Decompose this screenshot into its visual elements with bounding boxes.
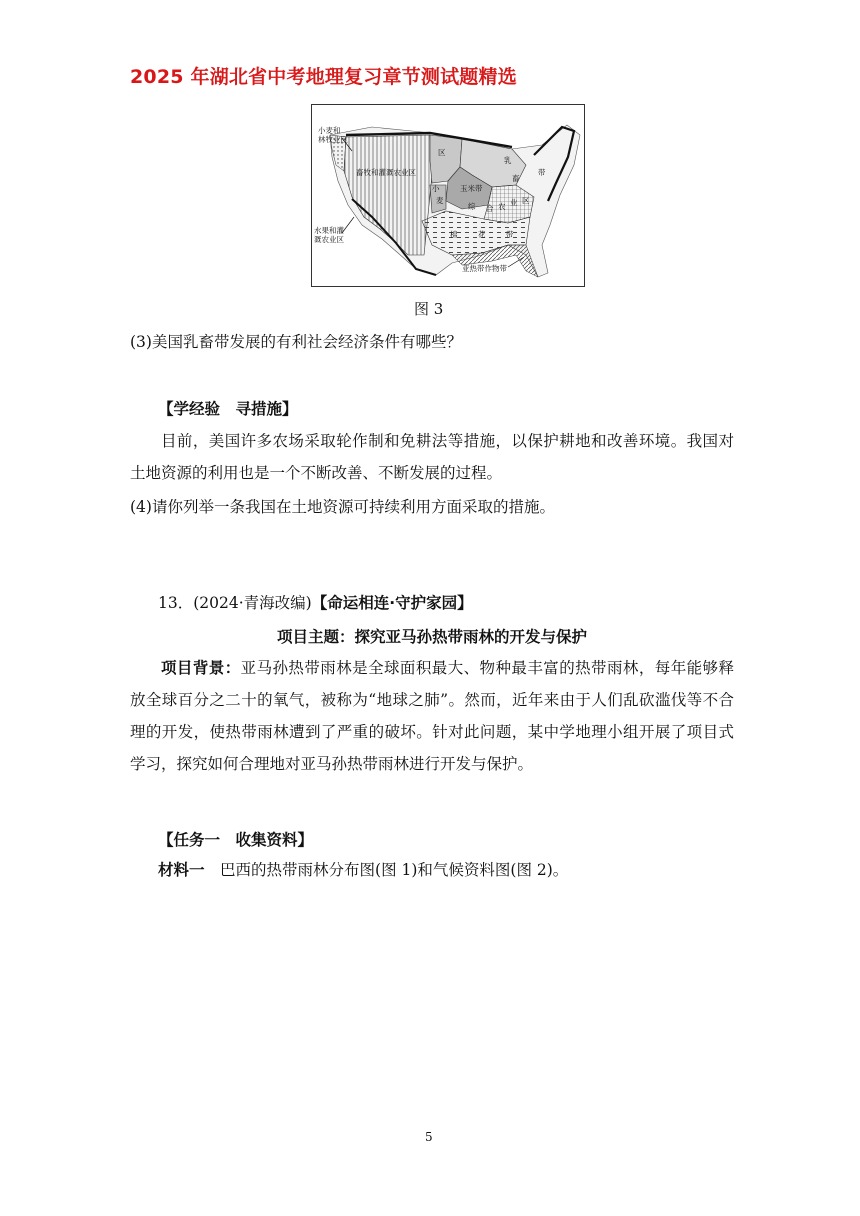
map-label-wheat-forest-1: 小麦和: [318, 126, 341, 135]
map-label-wheat-forest-2: 林牧业区: [318, 135, 348, 144]
usa-agriculture-map: [312, 105, 584, 286]
material-1: [158, 860, 568, 880]
document-header: 2025 年湖北省中考地理复习章节测试题精选: [130, 66, 517, 88]
map-label-mixed-5: 区: [522, 196, 530, 205]
figure-3-map: [311, 104, 585, 287]
map-label-fruit-1: 水果和灌: [314, 226, 344, 235]
map-label-cotton-3: 带: [506, 230, 514, 239]
map-label-dairy-1: 乳: [504, 156, 512, 165]
question-3: (3)美国乳畜带发展的有利社会经济条件有哪些？: [130, 333, 462, 351]
map-label-subtropical: 亚热带作物带: [462, 264, 507, 273]
question-13-heading: [158, 593, 473, 613]
map-label-mixed-4: 业: [510, 198, 518, 207]
map-label-mixed-1: 综: [468, 202, 476, 211]
learn-paragraph: 目前，美国许多农场采取轮作制和免耕法等措施，以保护耕地和改善环境。我国对土地资源的利用也是一个不断改善、不断发展的过程。: [130, 432, 734, 482]
project-background: [130, 652, 734, 780]
map-label-fruit-2: 溉农业区: [314, 235, 344, 244]
map-label-mixed-3: 农: [498, 202, 506, 211]
map-label-cotton-1: 棉: [450, 230, 458, 239]
question-4: (4)请你列举一条我国在土地资源可持续利用方面采取的措施。: [130, 498, 555, 516]
question-13-tag: 【命运相连·守护家园】: [311, 594, 473, 612]
material-1-label: 材料一: [158, 861, 205, 879]
question-13-prefix: 13．(2024·青海改编): [158, 594, 312, 612]
map-label-mixed-2: 合: [486, 204, 494, 213]
project-background-label: 项目背景：: [161, 659, 241, 677]
figure-3-caption: 图 3: [414, 300, 444, 318]
map-label-livestock: 畜牧和灌溉农业区: [356, 168, 416, 177]
task1-heading: 【任务一 收集资料】: [158, 831, 314, 849]
map-label-corn: 玉米带: [460, 184, 483, 193]
map-label-wheat-3: 麦: [436, 196, 444, 205]
map-label-wheat-1: 区: [438, 148, 446, 157]
page-number: 5: [425, 1130, 433, 1144]
section-learn-heading: 【学经验 寻措施】: [158, 400, 298, 418]
map-label-dairy-2: 畜: [512, 174, 520, 183]
map-label-wheat-2: 小: [432, 184, 440, 193]
map-label-cotton-2: 花: [478, 230, 486, 239]
map-label-dairy-3: 带: [538, 168, 546, 177]
project-title: 项目主题：探究亚马孙热带雨林的开发与保护: [276, 628, 587, 646]
project-background-text: 亚马孙热带雨林是全球面积最大、物种最丰富的热带雨林，每年能够释放全球百分之二十的氧气，被称为“地球之肺”。然而，近年来由于人们乱砍滥伐等不合理的开发，使热带雨林遭到了严重的破坏。针对此问题，某中学地理小组开展了项目式学习，探究如何合理地对亚马孙热带雨林进行开发与保护。: [130, 659, 734, 773]
material-1-text: 巴西的热带雨林分布图(图 1)和气候资料图(图 2)。: [220, 861, 569, 879]
